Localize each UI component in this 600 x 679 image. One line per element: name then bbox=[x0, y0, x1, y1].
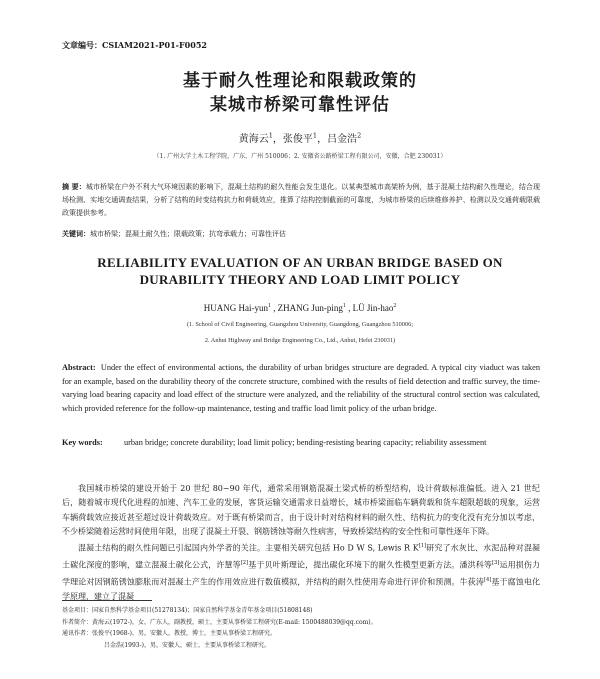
keywords-cn-text: 城市桥梁；混凝土耐久性；限载政策；抗弯承载力；可靠性评估 bbox=[90, 230, 286, 238]
author-cn-2: 张俊平 bbox=[282, 134, 313, 145]
citation-ref[interactable]: [4] bbox=[483, 577, 492, 584]
author-sep: , bbox=[270, 303, 278, 313]
abstract-cn-text: 城市桥梁在户外不利大气环境因素的影响下，混凝土结构的耐久性能会发生退化。以某典型城市高架桥为例，基于混凝土结构耐久性理论，结合现场检测、实地交通调查结果，分析了结构的时变结构抗力和荷载效应，推算了结构控制截面的可靠度，为城市桥梁的后续维修养护、检测以及交通荷载限载政策提供参考。 bbox=[62, 183, 541, 217]
author-en-2: ZHANG Jun-ping bbox=[277, 303, 343, 313]
author-en-3-affil: 2 bbox=[393, 303, 397, 309]
keywords-en bbox=[62, 436, 540, 450]
author-sep: ， bbox=[272, 134, 283, 145]
title-en-line-1: RELIABILITY EVALUATION OF AN URBAN BRIDGE BASED ON bbox=[97, 255, 503, 270]
abstract-cn bbox=[62, 181, 540, 220]
affiliation-en-line-2: 2. Anhui Highway and Bridge Engineering Co., Ltd., Anhui, Hefei 230031) bbox=[204, 337, 396, 344]
title-cn-line-1: 基于耐久性理论和限载政策的 bbox=[183, 71, 417, 91]
body-text bbox=[62, 482, 540, 604]
author-en-3: LÜ Jin-hao bbox=[352, 303, 394, 313]
keywords-cn-label: 关键词： bbox=[62, 230, 90, 238]
abstract-cn-label: 摘 要： bbox=[62, 183, 86, 191]
keywords-en-text: urban bridge; concrete durability; load limit policy; bending-resisting bearing capacity; reliability assessment bbox=[124, 438, 487, 447]
affiliation-en-line-1: (1. School of Civil Engineering, Guangzhou University, Guangdong, Guangzhou 510006; bbox=[186, 321, 414, 328]
author-en-1-affil: 1 bbox=[267, 303, 271, 309]
body-text-span: 混凝土结构的耐久性问题已引起国内外学者的关注。主要相关研究包括 Ho D W S, Lewis R K bbox=[78, 543, 419, 553]
author-cn-1-affil: 1 bbox=[268, 131, 273, 140]
body-text-span: 研究了水灰比、水泥品种对混凝土碳化深度的影响，建立混凝土碳化公式，许慧等 bbox=[62, 543, 541, 570]
footnote-funding: 基金项目：国家自然科学基金项目(51278134)；国家自然科学基金青年基金项目(51808148) bbox=[62, 607, 313, 614]
title-cn-line-2: 某城市桥梁可靠性评估 bbox=[210, 95, 390, 115]
citation-ref[interactable]: [3] bbox=[492, 560, 500, 567]
author-en-2-affil: 1 bbox=[342, 303, 346, 309]
article-number: 文章编号：CSIAM2021-P01-F0052 bbox=[62, 40, 207, 50]
authors-cn bbox=[0, 130, 600, 145]
author-en-1: HUANG Hai-yun bbox=[203, 303, 268, 313]
author-sep: ， bbox=[317, 134, 328, 145]
author-cn-3: 吕金浩 bbox=[327, 134, 358, 145]
authors-en bbox=[0, 303, 600, 313]
keywords-cn bbox=[62, 229, 540, 239]
abstract-en-text: Under the effect of environmental actions, the durability of urban bridges structure are degraded. A typical city viaduct was taken for an example, based on the durability theory of the concrete structure, combined with the results of field detection and traffic survey, the time-varying load bearing capacity and load effect of the structure were analyzed, and the reliability of the structural control section was calculated, which provided reference for the follow-up maintenance, testing and traffic load limit policy of the urban bridge. bbox=[62, 363, 540, 413]
body-text-span: 基于腐蚀电化学原理，建立了混凝 bbox=[62, 577, 540, 602]
body-text-span: 基于贝叶斯理论，提出碳化环境下的耐久性模型更新方法。潘洪科等 bbox=[248, 560, 493, 570]
footnote-divider bbox=[62, 600, 152, 601]
author-cn-3-affil: 2 bbox=[357, 131, 362, 140]
body-paragraph-1: 我国城市桥梁的建设开始于 20 世纪 80~90 年代，通常采用钢筋混凝土梁式桥的桥型结构，设计荷载标准偏低。进入 21 世纪后，随着城市现代化进程的加速、汽车工业的发展，客货运输交通需求日益增长，城市桥梁面临车辆荷载和货车超限超载的现象，运营车辆荷载效应接近甚至超过设计荷载效应。对于既有桥梁而言，由于设计时对结构材料的耐久性、结构抗力的变化没有充分加以考虑，不少桥梁随着运营时间使用年限，出现了混凝土开裂、钢筋锈蚀等耐久性病害，导致桥梁结构的安全性和可靠性逐年下降。 bbox=[62, 484, 540, 536]
author-sep: , bbox=[345, 303, 353, 313]
affiliation-cn: （1. 广州大学土木工程学院，广东，广州 510006；2. 安徽省公路桥梁工程有限公司，安徽，合肥 230031） bbox=[153, 153, 447, 160]
citation-ref[interactable]: [1] bbox=[418, 543, 427, 550]
body-text-span: 运用损伤力学理论对因钢筋锈蚀膨胀而对混凝土产生的作用效应进行数值模拟，并结构的耐久性使用寿命进行评价和预测。牛荻涛 bbox=[62, 560, 541, 587]
author-cn-1: 黄海云 bbox=[238, 134, 269, 145]
citation-ref[interactable]: [2] bbox=[240, 560, 249, 567]
footnote-corresponding: 通讯作者：张俊平(1968-)，男，安徽人，教授，博士，主要从事桥梁工程研究。 bbox=[62, 630, 276, 637]
abstract-en bbox=[62, 361, 540, 415]
body-paragraph-2 bbox=[62, 539, 540, 604]
abstract-en-label: Abstract: bbox=[62, 363, 96, 372]
title-en-line-2: DURABILITY THEORY AND LOAD LIMIT POLICY bbox=[139, 272, 461, 287]
footnote-author-bio-2: 吕金浩(1993-)，男，安徽人，硕士，主要从事桥梁工程研究。 bbox=[104, 641, 270, 649]
footnote-author-bio: 作者简介：黄海云(1972-)，女，广东人，副教授，硕士，主要从事桥梁工程研究(E-mail: 1500488039@qq.com)。 bbox=[62, 618, 377, 626]
author-cn-2-affil: 1 bbox=[312, 131, 318, 140]
keywords-en-label: Key words: bbox=[62, 438, 103, 447]
footnotes bbox=[62, 605, 540, 651]
